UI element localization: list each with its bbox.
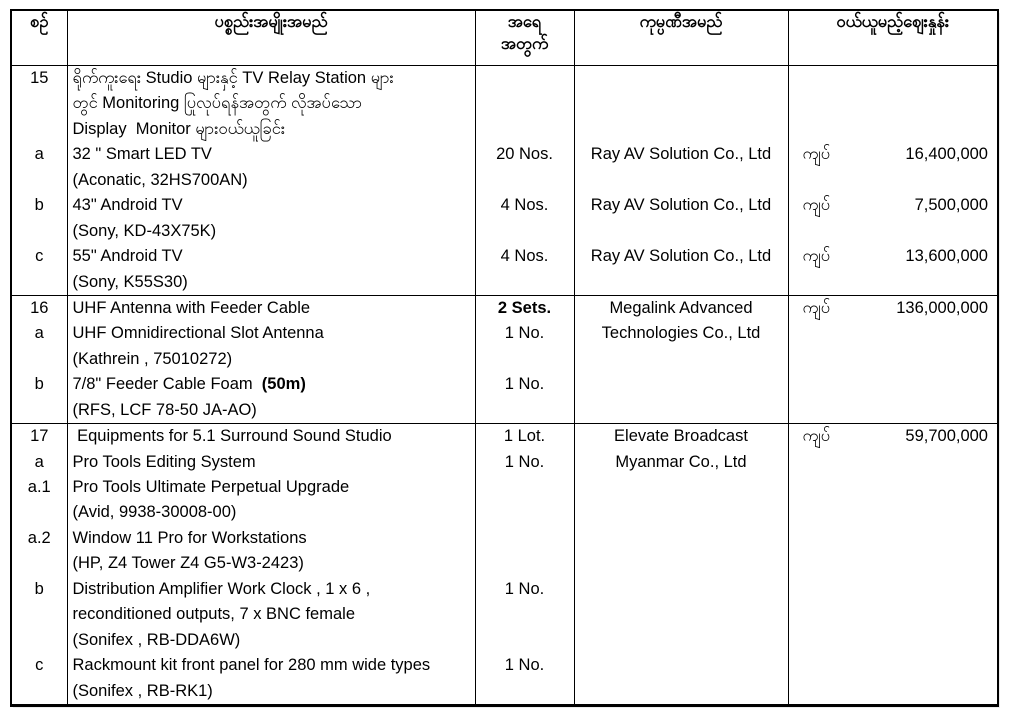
company-line	[575, 398, 788, 423]
item-line	[68, 398, 475, 423]
company-line	[575, 551, 788, 576]
price-amount: 7,500,000	[914, 196, 988, 215]
quantity-line	[476, 398, 574, 423]
price-line-wrap	[789, 551, 998, 576]
company-line	[575, 168, 788, 193]
company-line	[575, 296, 788, 321]
serial-text: 16	[30, 298, 49, 317]
quantity-text: 4 Nos.	[500, 196, 549, 215]
item-text: (Sonifex , RB-DDA6W)	[72, 630, 241, 649]
serial-text: b	[34, 375, 44, 394]
serial-line	[12, 296, 67, 321]
company-line	[575, 424, 788, 449]
item-text: Pro Tools Ultimate Perpetual Upgrade	[72, 478, 350, 496]
item-text: (Avid, 9938-30008-00)	[72, 503, 237, 522]
price-line-wrap	[789, 398, 998, 423]
column-header-quantity-line1: အရေ	[507, 13, 542, 31]
serial-text: 15	[30, 69, 49, 87]
serial-line	[12, 679, 67, 704]
item-text: Rackmount kit front panel for 280 mm wide types	[72, 656, 431, 675]
quantity-line	[476, 244, 574, 269]
price-line-wrap	[789, 526, 998, 551]
serial-text: c	[35, 247, 44, 266]
item-line	[68, 244, 475, 269]
item-line	[68, 66, 475, 91]
quantity-line	[476, 424, 574, 449]
quantity-line	[476, 296, 574, 321]
kyat-currency-label: ကျပ်	[802, 196, 831, 215]
price-line-wrap	[789, 475, 998, 500]
item-line	[68, 424, 475, 449]
column-header-serial-label: စဉ်	[30, 13, 49, 31]
item-text: UHF Antenna with Feeder Cable	[72, 298, 311, 317]
company-line	[575, 577, 788, 602]
item-line	[68, 168, 475, 193]
quantity-text: 2 Sets.	[497, 298, 552, 317]
column-header-price	[788, 10, 998, 66]
price-line-wrap	[789, 193, 998, 218]
item-text: (Sonifex , RB-RK1)	[72, 681, 213, 700]
serial-line	[12, 347, 67, 372]
item-line	[68, 653, 475, 678]
company-cell	[574, 66, 788, 296]
quantity-text: 1 No.	[504, 452, 545, 471]
price-line-wrap	[789, 347, 998, 372]
serial-line	[12, 270, 67, 295]
price-cell	[788, 295, 998, 423]
item-text: 55" Android TV	[72, 247, 183, 266]
price-line-wrap	[789, 424, 998, 449]
quantity-line	[476, 321, 574, 346]
procurement-table	[10, 9, 999, 707]
company-line	[575, 602, 788, 627]
quantity-text: 1 No.	[504, 656, 545, 675]
item-text: reconditioned outputs, 7 x BNC female	[72, 605, 355, 624]
quantity-text: 20 Nos.	[496, 145, 553, 164]
item-line	[68, 475, 475, 500]
header-row	[11, 10, 998, 66]
company-line	[575, 219, 788, 244]
company-line	[575, 321, 788, 346]
serial-line	[12, 602, 67, 627]
item-text: Distribution Amplifier Work Clock , 1 x 6 ,	[72, 579, 371, 598]
serial-line	[12, 372, 67, 397]
quantity-text: 1 Lot.	[503, 427, 546, 446]
item-line	[68, 347, 475, 372]
price-line-wrap	[789, 244, 998, 269]
price-line-wrap	[789, 450, 998, 475]
price-line-wrap	[789, 66, 998, 91]
quantity-line	[476, 219, 574, 244]
item-line	[68, 193, 475, 218]
company-cell	[574, 295, 788, 423]
serial-line	[12, 117, 67, 142]
item-line	[68, 117, 475, 142]
price-line-wrap	[789, 679, 998, 704]
serial-line	[12, 219, 67, 244]
price-line-wrap	[789, 628, 998, 653]
quantity-text: 1 No.	[504, 579, 545, 598]
serial-line	[12, 450, 67, 475]
section-row-15	[11, 66, 998, 296]
serial-line	[12, 526, 67, 551]
serial-text: a.2	[27, 528, 51, 547]
quantity-line	[476, 142, 574, 167]
table-body	[11, 66, 998, 706]
company-line	[575, 193, 788, 218]
company-line	[575, 653, 788, 678]
price-line-wrap	[789, 168, 998, 193]
quantity-line	[476, 193, 574, 218]
quantity-line	[476, 475, 574, 500]
serial-text: a.1	[27, 478, 51, 496]
quantity-line	[476, 628, 574, 653]
price-cell	[788, 424, 998, 706]
quantity-line	[476, 526, 574, 551]
company-line	[575, 450, 788, 475]
quantity-line	[476, 66, 574, 91]
company-line	[575, 117, 788, 142]
quantity-line	[476, 91, 574, 116]
kyat-currency-label: ကျပ်	[802, 145, 831, 164]
company-line	[575, 475, 788, 500]
quantity-cell	[475, 424, 574, 706]
serial-line	[12, 475, 67, 500]
company-line	[575, 347, 788, 372]
item-text: (Aconatic, 32HS700AN)	[72, 170, 248, 189]
serial-cell	[11, 295, 67, 423]
item-line	[68, 142, 475, 167]
quantity-cell	[475, 295, 574, 423]
company-line	[575, 142, 788, 167]
item-line	[68, 577, 475, 602]
company-text: Elevate Broadcast	[614, 427, 748, 446]
column-header-quantity	[475, 10, 574, 66]
serial-line	[12, 168, 67, 193]
quantity-line	[476, 679, 574, 704]
item-line	[68, 219, 475, 244]
serial-line	[12, 653, 67, 678]
serial-line	[12, 577, 67, 602]
price-line-wrap	[789, 270, 998, 295]
item-text: (Sony, KD-43X75K)	[72, 221, 217, 240]
serial-text: 17	[30, 427, 49, 446]
price-amount: 16,400,000	[905, 145, 988, 164]
serial-text: a	[34, 452, 44, 471]
serial-text: b	[34, 579, 44, 598]
item-cell	[67, 295, 475, 423]
company-cell	[574, 424, 788, 706]
kyat-currency-label: ကျပ်	[802, 298, 831, 317]
section-row-16	[11, 295, 998, 423]
serial-cell	[11, 66, 67, 296]
price-amount: 59,700,000	[905, 427, 988, 446]
item-line	[68, 602, 475, 627]
serial-line	[12, 500, 67, 525]
item-text: 7/8" Feeder Cable Foam	[72, 375, 262, 394]
item-text: (Sony, K55S30)	[72, 272, 188, 291]
procurement-sheet	[10, 9, 997, 707]
quantity-cell	[475, 66, 574, 296]
serial-line	[12, 398, 67, 423]
item-text: (RFS, LCF 78-50 JA-AO)	[72, 400, 257, 419]
item-text: Pro Tools Editing System	[72, 452, 256, 471]
company-text: Megalink Advanced	[609, 298, 753, 317]
price-line-wrap	[789, 142, 998, 167]
column-header-serial	[11, 10, 67, 66]
serial-line	[12, 551, 67, 576]
company-text: Technologies Co., Ltd	[601, 324, 761, 343]
company-text: Ray AV Solution Co., Ltd	[590, 247, 772, 266]
quantity-line	[476, 372, 574, 397]
serial-text: a	[34, 145, 44, 164]
quantity-line	[476, 347, 574, 372]
serial-line	[12, 628, 67, 653]
column-header-item	[67, 10, 475, 66]
table-header	[11, 10, 998, 66]
item-line	[68, 450, 475, 475]
item-line	[68, 296, 475, 321]
company-line	[575, 372, 788, 397]
column-header-item-label: ပစ္စည်းအမျိုးအမည်	[214, 13, 328, 31]
item-text: Window 11 Pro for Workstations	[72, 528, 307, 547]
price-cell	[788, 66, 998, 296]
price-line-wrap	[789, 500, 998, 525]
price-line-wrap	[789, 653, 998, 678]
quantity-line	[476, 602, 574, 627]
item-line	[68, 628, 475, 653]
item-text: 32 " Smart LED TV	[72, 145, 212, 164]
price-line-wrap	[789, 91, 998, 116]
item-text: (HP, Z4 Tower Z4 G5-W3-2423)	[72, 554, 304, 573]
section-row-17	[11, 424, 998, 706]
quantity-text: 1 No.	[504, 324, 545, 343]
column-header-company-label: ကုမ္ပဏီအမည်	[639, 13, 723, 31]
company-line	[575, 628, 788, 653]
quantity-line	[476, 653, 574, 678]
item-text-bold: (50m)	[261, 375, 306, 394]
price-line-wrap	[789, 372, 998, 397]
serial-line	[12, 244, 67, 269]
price-line-wrap	[789, 602, 998, 627]
serial-cell	[11, 424, 67, 706]
serial-line	[12, 424, 67, 449]
company-line	[575, 244, 788, 269]
column-header-quantity-line2: အတွက်	[500, 35, 549, 53]
serial-line	[12, 321, 67, 346]
serial-text: a	[34, 324, 44, 343]
item-line	[68, 321, 475, 346]
column-header-price-label: ဝယ်ယူမည့်ဈေးနှုန်း	[836, 13, 950, 31]
quantity-line	[476, 270, 574, 295]
item-line	[68, 679, 475, 704]
quantity-text: 1 No.	[504, 375, 545, 394]
item-text: Equipments for 5.1 Surround Sound Studio	[72, 427, 392, 446]
quantity-line	[476, 577, 574, 602]
company-line	[575, 270, 788, 295]
item-cell	[67, 66, 475, 296]
serial-text: c	[35, 656, 44, 675]
price-line-wrap	[789, 296, 998, 321]
price-line-wrap	[789, 577, 998, 602]
price-line-wrap	[789, 117, 998, 142]
company-line	[575, 66, 788, 91]
item-line	[68, 372, 475, 397]
company-line	[575, 526, 788, 551]
item-text: Display Monitor များဝယ်ယူခြင်း	[72, 119, 286, 138]
quantity-line	[476, 450, 574, 475]
item-line	[68, 270, 475, 295]
serial-line	[12, 193, 67, 218]
price-amount: 136,000,000	[896, 298, 988, 317]
company-text: Myanmar Co., Ltd	[615, 452, 747, 471]
item-text: တွင် Monitoring ပြုလုပ်ရန်အတွက် လိုအပ်သော	[72, 94, 363, 113]
item-cell	[67, 424, 475, 706]
serial-text: b	[34, 196, 44, 215]
serial-line	[12, 91, 67, 116]
item-text: ရိုက်ကူးရေး Studio များနှင့် TV Relay Station များ	[72, 69, 394, 87]
quantity-text: 4 Nos.	[500, 247, 549, 266]
company-text: Ray AV Solution Co., Ltd	[590, 145, 772, 164]
company-line	[575, 679, 788, 704]
quantity-line	[476, 117, 574, 142]
serial-line	[12, 142, 67, 167]
item-text: UHF Omnidirectional Slot Antenna	[72, 324, 324, 343]
quantity-line	[476, 500, 574, 525]
item-line	[68, 526, 475, 551]
price-amount: 13,600,000	[905, 247, 988, 266]
price-line-wrap	[789, 219, 998, 244]
company-line	[575, 91, 788, 116]
price-line-wrap	[789, 321, 998, 346]
quantity-line	[476, 168, 574, 193]
column-header-company	[574, 10, 788, 66]
company-line	[575, 500, 788, 525]
item-line	[68, 91, 475, 116]
serial-line	[12, 66, 67, 91]
kyat-currency-label: ကျပ်	[802, 247, 831, 266]
item-line	[68, 551, 475, 576]
item-line	[68, 500, 475, 525]
kyat-currency-label: ကျပ်	[802, 427, 831, 446]
company-text: Ray AV Solution Co., Ltd	[590, 196, 772, 215]
item-text: 43" Android TV	[72, 196, 183, 215]
item-text: (Kathrein , 75010272)	[72, 349, 233, 368]
quantity-line	[476, 551, 574, 576]
